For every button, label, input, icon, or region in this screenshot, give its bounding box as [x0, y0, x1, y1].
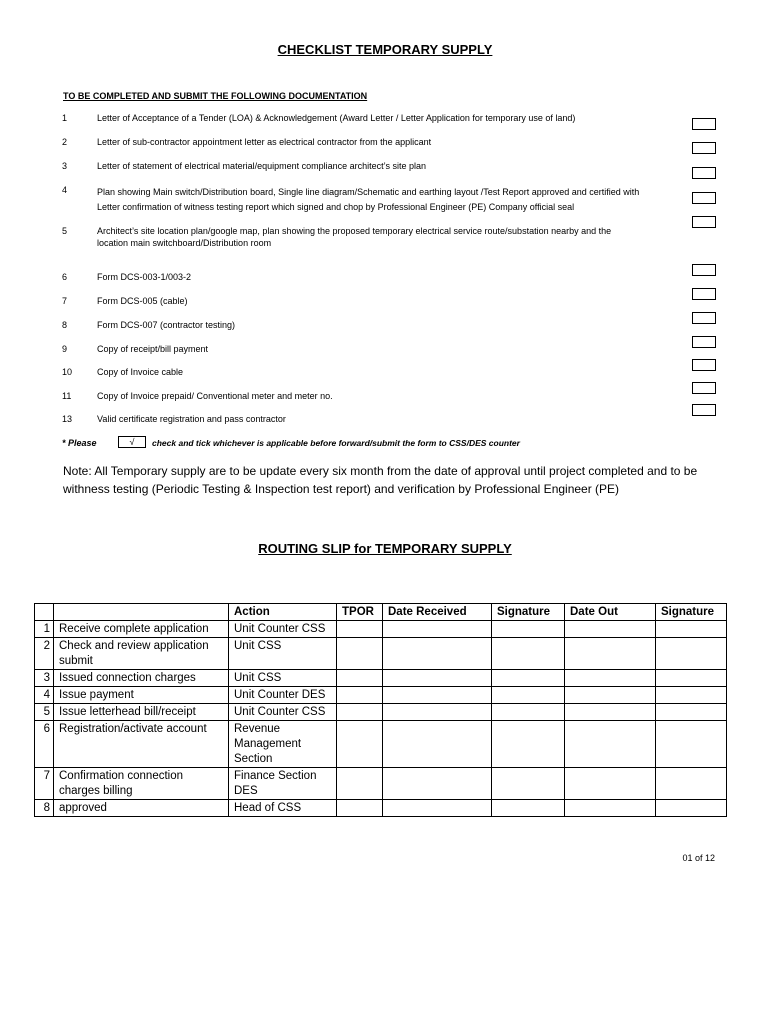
- item-checkbox[interactable]: [692, 264, 716, 276]
- cell-tpor[interactable]: [337, 621, 383, 638]
- table-row: [35, 638, 727, 670]
- row-action: Head of CSS: [229, 800, 337, 817]
- item-number: 4: [62, 185, 68, 195]
- cell-date-out[interactable]: [565, 670, 656, 687]
- item-text: Plan showing Main switch/Distribution board, Single line diagram/Schematic and earthing layout /Test Report approved and certified with: [97, 187, 640, 197]
- item-checkbox[interactable]: [692, 382, 716, 394]
- cell-date-received[interactable]: [383, 687, 492, 704]
- cell-date-out[interactable]: [565, 800, 656, 817]
- cell-signature[interactable]: [656, 670, 727, 687]
- please-label: * Please: [62, 438, 97, 448]
- item-text: Copy of Invoice prepaid/ Conventional meter and meter no.: [97, 391, 333, 401]
- row-action: Unit CSS: [229, 670, 337, 687]
- cell-date-out[interactable]: [565, 721, 656, 768]
- item-text: Copy of receipt/bill payment: [97, 344, 209, 354]
- table-row: [35, 704, 727, 721]
- row-step: Registration/activate account: [54, 721, 229, 768]
- item-text: Letter of statement of electrical material/equipment compliance architect’s site plan: [97, 161, 426, 171]
- cell-date-out[interactable]: [565, 621, 656, 638]
- cell-signature[interactable]: [656, 638, 727, 670]
- row-number: 2: [35, 638, 54, 670]
- item-number: 9: [62, 344, 68, 354]
- item-text-line2: location main switchboard/Distribution room: [97, 238, 272, 248]
- table-row: [35, 621, 727, 638]
- item-text: Letter of Acceptance of a Tender (LOA) & Acknowledgement (Award Letter / Letter Application for temporary use of land): [97, 113, 576, 123]
- cell-signature[interactable]: [492, 704, 565, 721]
- row-step: Issue payment: [54, 687, 229, 704]
- cell-date-out[interactable]: [565, 687, 656, 704]
- cell-signature[interactable]: [656, 621, 727, 638]
- cell-tpor[interactable]: [337, 800, 383, 817]
- item-text: Valid certificate registration and pass contractor: [97, 414, 286, 424]
- item-number: 1: [62, 113, 68, 123]
- item-checkbox[interactable]: [692, 192, 716, 204]
- checkmark-icon: √: [129, 437, 135, 447]
- item-checkbox[interactable]: [692, 312, 716, 324]
- cell-signature[interactable]: [492, 621, 565, 638]
- cell-signature[interactable]: [492, 721, 565, 768]
- item-checkbox[interactable]: [692, 167, 716, 179]
- row-action: Unit Counter DES: [229, 687, 337, 704]
- cell-date-received[interactable]: [383, 800, 492, 817]
- cell-date-out[interactable]: [565, 704, 656, 721]
- cell-signature[interactable]: [656, 704, 727, 721]
- cell-signature[interactable]: [492, 670, 565, 687]
- checklist-title: CHECKLIST TEMPORARY SUPPLY: [277, 42, 493, 57]
- row-number: 5: [35, 704, 54, 721]
- table-row: [35, 768, 727, 800]
- header-action: Action: [229, 604, 337, 621]
- note-text: Note: All Temporary supply are to be update every six month from the date of approval until project completed and to be withness testing (Periodic Testing & Inspection test report) and verification by Professional Engineer (PE): [63, 464, 698, 496]
- cell-date-received[interactable]: [383, 670, 492, 687]
- cell-date-received[interactable]: [383, 768, 492, 800]
- row-step: approved: [54, 800, 229, 817]
- item-text: Architect’s site location plan/google map, plan showing the proposed temporary electrical service route/substation nearby and the: [97, 226, 612, 236]
- item-number: 8: [62, 320, 68, 330]
- row-action: Unit Counter CSS: [229, 704, 337, 721]
- row-step: Issued connection charges: [54, 670, 229, 687]
- page-number: 01 of 12: [682, 853, 715, 863]
- item-text: Form DCS-005 (cable): [97, 296, 188, 306]
- cell-signature[interactable]: [492, 800, 565, 817]
- cell-date-received[interactable]: [383, 621, 492, 638]
- item-number: 5: [62, 226, 68, 236]
- row-action: Finance Section DES: [229, 768, 337, 800]
- tick-example-box: [118, 436, 146, 448]
- cell-tpor[interactable]: [337, 704, 383, 721]
- cell-signature[interactable]: [656, 687, 727, 704]
- item-text: Form DCS-003-1/003-2: [97, 272, 192, 282]
- row-number: 4: [35, 687, 54, 704]
- cell-date-received[interactable]: [383, 721, 492, 768]
- item-checkbox[interactable]: [692, 216, 716, 228]
- table-header-row: [35, 604, 727, 621]
- item-checkbox[interactable]: [692, 336, 716, 348]
- row-step: Receive complete application: [54, 621, 229, 638]
- item-text-line2: Letter confirmation of witness testing report which signed and chop by Professional Engineer (PE) Company official seal: [97, 202, 575, 212]
- item-number: 11: [62, 391, 72, 401]
- item-checkbox[interactable]: [692, 288, 716, 300]
- cell-signature[interactable]: [656, 721, 727, 768]
- cell-date-out[interactable]: [565, 638, 656, 670]
- item-checkbox[interactable]: [692, 404, 716, 416]
- header-tpor: TPOR: [337, 604, 383, 621]
- item-number: 3: [62, 161, 68, 171]
- cell-date-out[interactable]: [565, 768, 656, 800]
- item-text: Copy of Invoice cable: [97, 367, 184, 377]
- table-row: [35, 721, 727, 768]
- cell-signature[interactable]: [492, 687, 565, 704]
- cell-date-received[interactable]: [383, 638, 492, 670]
- row-step: Check and review application submit: [54, 638, 229, 670]
- row-number: 3: [35, 670, 54, 687]
- header-date-received: Date Received: [383, 604, 492, 621]
- header-signature: Signature: [656, 604, 727, 621]
- row-action: Revenue Management Section: [229, 721, 337, 768]
- cell-tpor[interactable]: [337, 687, 383, 704]
- routing-table: [34, 603, 727, 817]
- cell-signature[interactable]: [656, 800, 727, 817]
- header-date-out: Date Out: [565, 604, 656, 621]
- header-num: [35, 604, 54, 621]
- cell-signature[interactable]: [492, 638, 565, 670]
- header-signature: Signature: [492, 604, 565, 621]
- item-number: 6: [62, 272, 68, 282]
- cell-tpor[interactable]: [337, 768, 383, 800]
- row-number: 7: [35, 768, 54, 800]
- item-number: 2: [62, 137, 68, 147]
- row-action: Unit Counter CSS: [229, 621, 337, 638]
- table-row: [35, 687, 727, 704]
- table-row: [35, 670, 727, 687]
- cell-date-received[interactable]: [383, 704, 492, 721]
- cell-tpor[interactable]: [337, 721, 383, 768]
- row-number: 8: [35, 800, 54, 817]
- please-instructions: check and tick whichever is applicable before forward/submit the form to CSS/DES counter: [152, 438, 520, 448]
- row-step: Confirmation connection charges billing: [54, 768, 229, 800]
- item-text: Form DCS-007 (contractor testing): [97, 320, 236, 330]
- cell-tpor[interactable]: [337, 670, 383, 687]
- table-row: [35, 800, 727, 817]
- row-action: Unit CSS: [229, 638, 337, 670]
- cell-signature[interactable]: [492, 768, 565, 800]
- item-checkbox[interactable]: [692, 142, 716, 154]
- item-number: 13: [62, 414, 73, 424]
- item-number: 10: [62, 367, 73, 377]
- checklist-subheading: TO BE COMPLETED AND SUBMIT THE FOLLOWING DOCUMENTATION: [63, 91, 368, 101]
- cell-signature[interactable]: [656, 768, 727, 800]
- header-step: [54, 604, 229, 621]
- row-step: Issue letterhead bill/receipt: [54, 704, 229, 721]
- item-number: 7: [62, 296, 68, 306]
- row-number: 1: [35, 621, 54, 638]
- routing-title: ROUTING SLIP for TEMPORARY SUPPLY: [258, 541, 512, 556]
- item-text: Letter of sub-contractor appointment letter as electrical contractor from the applicant: [97, 137, 432, 147]
- item-checkbox[interactable]: [692, 359, 716, 371]
- item-checkbox[interactable]: [692, 118, 716, 130]
- cell-tpor[interactable]: [337, 638, 383, 670]
- row-number: 6: [35, 721, 54, 768]
